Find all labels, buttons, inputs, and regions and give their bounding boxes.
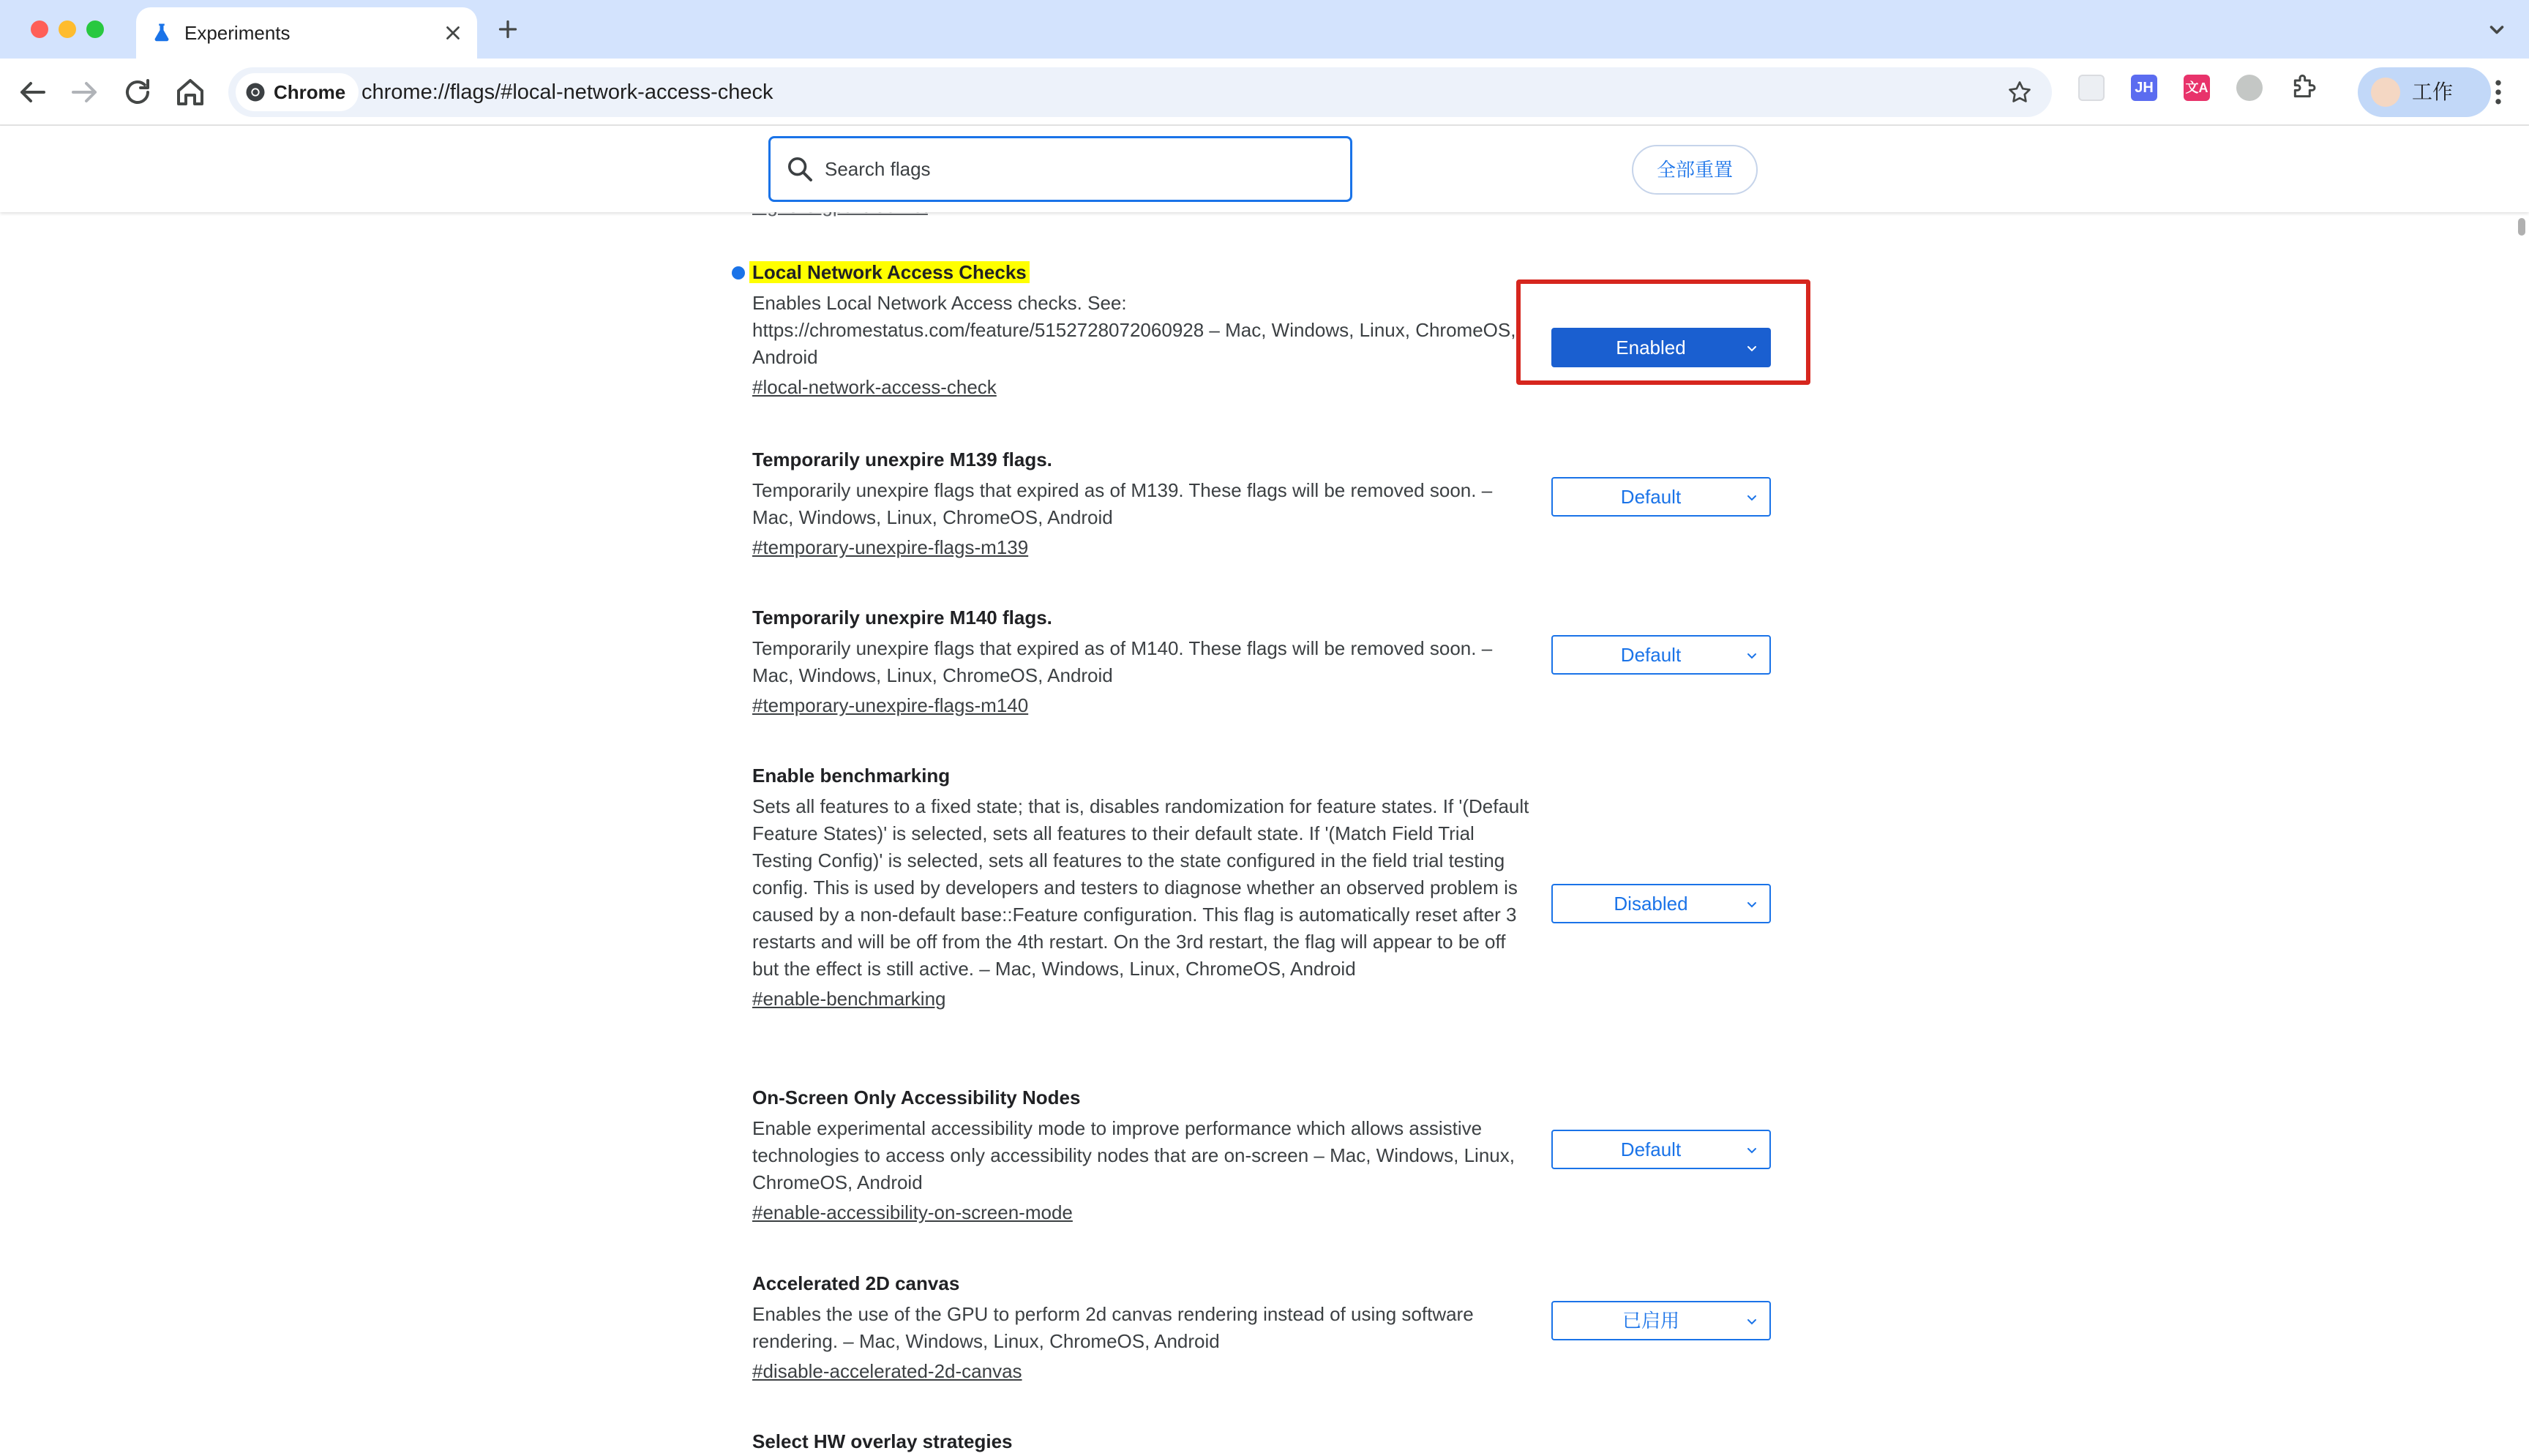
flag-title: Temporarily unexpire M140 flags. xyxy=(752,607,1052,628)
flags-header xyxy=(0,126,2529,212)
flag-item xyxy=(752,761,1813,1013)
flag-description: Sets all features to a fixed state; that is, disables randomization for feature states. If '(Default Feature States)' is selected, sets all features to their default state. If '(Match Field Trial Testing Config)' is selected, sets all features to the state configured in the field trial testing config. This is used by developers and testers to diagnose whether an observed problem is caused by a non-default base::Feature configuration. This flag is automatically reset after 3 restarts and will be off from the 4th restart. On the 3rd restart, the flag will appear to be off but the effect is still active. – Mac, Windows, Linux, ChromeOS, Android xyxy=(752,795,1529,980)
tab-search-icon[interactable] xyxy=(2484,16,2510,42)
flags-list xyxy=(0,212,2529,1455)
chip-label: Chrome xyxy=(274,80,346,103)
bookmark-star-icon[interactable] xyxy=(2007,79,2033,105)
select-value: Default xyxy=(1620,1138,1682,1160)
chevron-down-icon xyxy=(1745,648,1759,663)
grid-extension-icon[interactable] xyxy=(2078,75,2105,101)
flag-item xyxy=(752,1269,1813,1386)
scrollbar-thumb[interactable] xyxy=(2518,218,2525,236)
select-value: Disabled xyxy=(1614,893,1688,915)
chevron-down-icon xyxy=(1745,897,1759,912)
flag-title: Accelerated 2D canvas xyxy=(752,1272,960,1294)
search-icon xyxy=(785,154,814,184)
flag-title: Enable benchmarking xyxy=(752,765,951,787)
circle-extension-icon[interactable] xyxy=(2236,75,2263,101)
annotation-highlight-box xyxy=(1516,279,1810,385)
address-bar[interactable] xyxy=(228,67,2052,117)
flag-title: On-Screen Only Accessibility Nodes xyxy=(752,1087,1081,1108)
flag-state-select[interactable] xyxy=(1551,635,1771,675)
flag-description: Temporarily unexpire flags that expired as of M139. These flags will be removed soon. – Mac, Windows, Linux, ChromeOS, Android xyxy=(752,479,1493,528)
flask-icon xyxy=(151,22,173,44)
profile-name: 工作 xyxy=(2412,80,2454,103)
select-value: 已启用 xyxy=(1622,1310,1679,1332)
new-tab-icon[interactable] xyxy=(495,16,521,42)
site-info-chip[interactable] xyxy=(236,73,359,111)
flag-state-select[interactable] xyxy=(1551,477,1771,517)
modified-indicator xyxy=(732,266,745,279)
select-value: Enabled xyxy=(1616,337,1686,359)
reset-all-button[interactable]: 全部重置 xyxy=(1632,145,1758,195)
flag-description: Enable experimental accessibility mode to improve performance which allows assistive technologies to access only accessibility nodes that are on-screen – Mac, Windows, Linux, ChromeOS, Android xyxy=(752,1117,1515,1193)
flag-state-select[interactable] xyxy=(1551,1301,1771,1340)
scrollbar[interactable] xyxy=(2514,212,2529,1455)
flag-title: Temporarily unexpire M139 flags. xyxy=(752,449,1052,470)
forward-arrow-icon[interactable] xyxy=(67,75,102,110)
jh-extension-icon[interactable]: JH xyxy=(2131,75,2157,101)
search-box[interactable] xyxy=(768,136,1352,202)
chrome-icon xyxy=(244,81,266,103)
close-window-button[interactable] xyxy=(31,20,48,38)
flag-title: Select HW overlay strategies xyxy=(752,1430,1013,1452)
flag-state-select[interactable] xyxy=(1551,884,1771,923)
profile-button[interactable] xyxy=(2358,67,2491,117)
flag-anchor-link[interactable]: #local-network-access-check xyxy=(752,376,997,398)
flag-item xyxy=(752,1427,1813,1456)
flag-title: Local Network Access Checks xyxy=(749,261,1030,283)
flag-state-select[interactable] xyxy=(1551,1130,1771,1169)
select-value: Default xyxy=(1620,644,1682,666)
tab-title: Experiments xyxy=(184,22,291,44)
flag-item xyxy=(752,445,1813,562)
flag-description: Temporarily unexpire flags that expired as of M140. These flags will be removed soon. – Mac, Windows, Linux, ChromeOS, Android xyxy=(752,637,1493,686)
minimize-window-button[interactable] xyxy=(59,20,76,38)
avatar xyxy=(2371,78,2400,107)
tab-experiments[interactable] xyxy=(136,7,477,59)
flag-anchor-link[interactable]: #temporary-unexpire-flags-m140 xyxy=(752,694,1029,716)
zoom-window-button[interactable] xyxy=(86,20,104,38)
flag-anchor-link[interactable]: #temporary-unexpire-flags-m139 xyxy=(752,536,1029,558)
search-input[interactable] xyxy=(825,138,1337,200)
flag-anchor-link[interactable]: #disable-accelerated-2d-canvas xyxy=(752,1360,1022,1382)
url-text[interactable]: chrome://flags/#local-network-access-check xyxy=(361,80,773,104)
flag-description: Enables Local Network Access checks. See: https://chromestatus.com/feature/5152728072060928 – Mac, Windows, Linux, ChromeOS, Android xyxy=(752,292,1516,368)
chevron-down-icon xyxy=(1745,1314,1759,1329)
flag-item xyxy=(752,1083,1813,1227)
flag-item xyxy=(752,603,1813,720)
close-tab-icon[interactable] xyxy=(442,22,464,44)
flag-description: Enables the use of the GPU to perform 2d canvas rendering instead of using software rendering. – Mac, Windows, Linux, ChromeOS, Android xyxy=(752,1303,1474,1352)
reload-icon[interactable] xyxy=(120,75,155,110)
flag-anchor-link[interactable]: #enable-benchmarking xyxy=(752,988,946,1010)
chevron-down-icon xyxy=(1745,1143,1759,1157)
chevron-down-icon xyxy=(1745,490,1759,505)
translate-extension-icon[interactable]: 文A xyxy=(2184,75,2210,101)
tab-strip xyxy=(0,0,2529,59)
more-menu-icon[interactable] xyxy=(2485,76,2511,108)
back-arrow-icon[interactable] xyxy=(15,75,50,110)
home-icon[interactable] xyxy=(173,75,208,110)
extensions-puzzle-icon[interactable] xyxy=(2289,73,2318,102)
select-value: Default xyxy=(1620,486,1682,508)
flag-anchor-link[interactable]: #enable-accessibility-on-screen-mode xyxy=(752,1201,1073,1223)
